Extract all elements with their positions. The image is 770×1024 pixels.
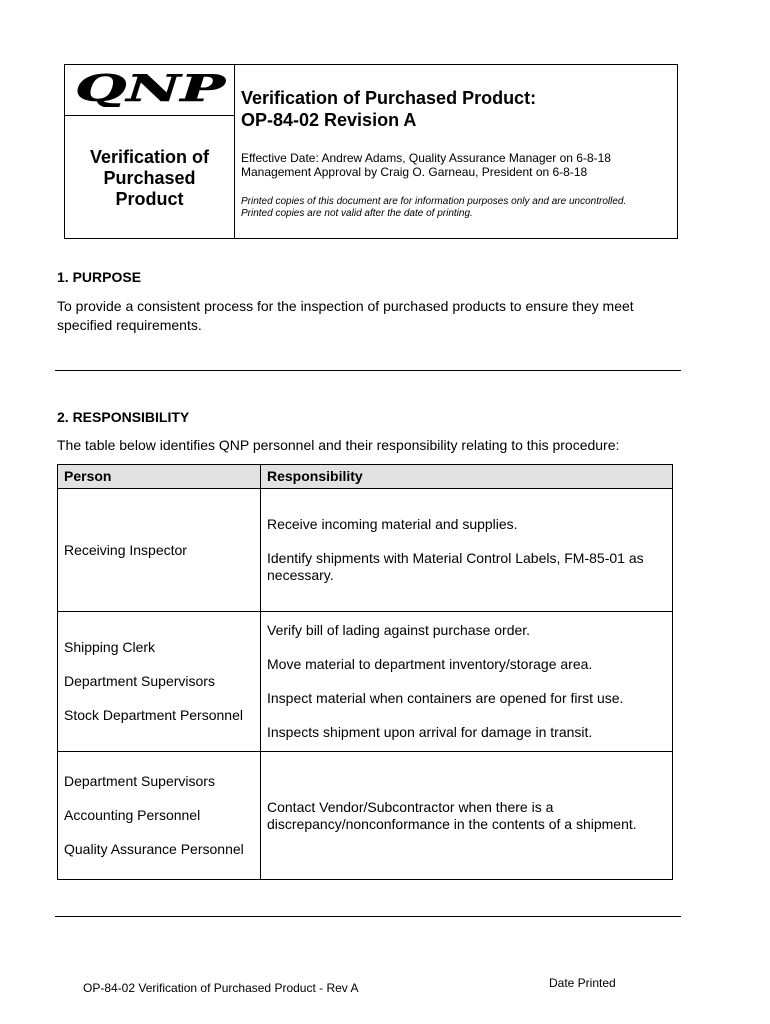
responsibility-table	[57, 464, 673, 880]
person-name: Shipping Clerk	[64, 639, 156, 655]
responsibility-item: Receive incoming material and supplies.	[267, 516, 518, 532]
person-name: Quality Assurance Personnel	[64, 841, 244, 857]
document-number: OP-84-02 Revision A	[241, 110, 417, 130]
header-left-title: Verification of Purchased Product	[89, 147, 210, 209]
document-header	[64, 64, 678, 239]
logo-cell	[65, 65, 234, 116]
person-name: Department Supervisors	[64, 673, 215, 689]
person-name: Accounting Personnel	[64, 807, 201, 823]
section-divider	[55, 370, 681, 371]
table-row	[58, 489, 673, 612]
responsibility-item: Identify shipments with Material Control Labels, FM-85-01 as necessary.	[267, 550, 644, 583]
responsibility-intro: The table below identifies QNP personnel and their responsibility relating to this procedure:	[57, 437, 620, 453]
footer-date-printed: Date Printed	[549, 976, 616, 990]
responsibility-item: Verify bill of lading against purchase order.	[267, 622, 531, 638]
responsibility-item: Contact Vendor/Subcontractor when there is a discrepancy/nonconformance in the contents of a shipment.	[267, 798, 637, 832]
responsibility-cell	[261, 612, 673, 752]
footer-document-id: OP-84-02 Verification of Purchased Product - Rev A	[83, 981, 359, 995]
svg-text:QNP: QNP	[75, 73, 227, 107]
person-name: Receiving Inspector	[64, 541, 187, 558]
responsibility-cell	[261, 752, 673, 880]
printed-copies-validity: Printed copies are not valid after the date of printing.	[241, 208, 473, 219]
person-cell	[58, 752, 261, 880]
responsibility-heading: 2. RESPONSIBILITY	[57, 409, 190, 425]
table-header-row	[58, 465, 673, 489]
responsibility-item: Inspect material when containers are opened for first use.	[267, 690, 624, 706]
printed-copies-note: Printed copies of this document are for information purposes only and are uncontrolled.	[241, 196, 627, 207]
purpose-text-line1: To provide a consistent process for the inspection of purchased products to ensure they meet	[57, 298, 634, 314]
column-header-responsibility: Responsibility	[261, 465, 673, 489]
column-header-person: Person	[58, 465, 261, 489]
table-row	[58, 612, 673, 752]
responsibility-item: Move material to department inventory/storage area.	[267, 656, 593, 672]
document-title: Verification of Purchased Product:	[241, 88, 537, 108]
management-approval: Management Approval by Craig O. Garneau, President on 6-8-18	[241, 165, 588, 179]
effective-date: Effective Date: Andrew Adams, Quality Assurance Manager on 6-8-18	[241, 151, 611, 165]
purpose-heading: 1. PURPOSE	[57, 269, 142, 285]
table-row	[58, 752, 673, 880]
responsibility-cell	[261, 489, 673, 612]
person-cell	[58, 612, 261, 752]
header-left-column	[65, 65, 235, 238]
person-cell	[58, 489, 261, 612]
qnp-logo	[73, 73, 227, 107]
purpose-text-line2: specified requirements.	[57, 317, 202, 333]
person-name: Stock Department Personnel	[64, 707, 243, 723]
person-name: Department Supervisors	[64, 773, 215, 789]
responsibility-item: Inspects shipment upon arrival for damage in transit.	[267, 724, 593, 740]
footer-divider	[55, 916, 681, 917]
